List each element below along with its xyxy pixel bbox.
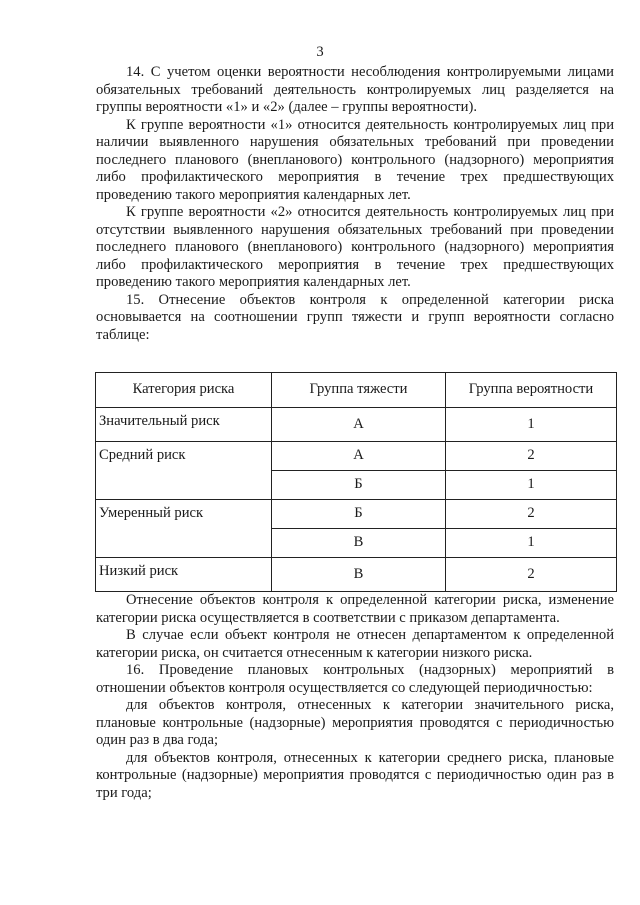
cell-category: Значительный риск [96,408,272,442]
header-risk-category: Категория риска [96,373,272,408]
paragraph-15: 15. Отнесение объектов контроля к определенной категории риска основывается на соотношении групп тяжести и групп вероятности согласно таблице: [96,291,614,343]
table-row [96,500,617,529]
paragraph-significant-risk-period: для объектов контроля, отнесенных к категории значительного риска, плановые контрольные (надзорные) мероприятия проводятся с периодичностью один раз в два года; [96,697,614,748]
cell-probability: 1 [446,408,617,442]
table-row [96,558,617,592]
cell-severity: А [272,408,446,442]
cell-severity: А [272,442,446,471]
cell-severity: Б [272,500,446,529]
cell-probability: 2 [446,558,617,592]
page-number: 3 [316,44,324,60]
cell-severity: Б [272,471,446,500]
paragraph-group-2: К группе вероятности «2» относится деятельность контролируемых лиц при отсутствии выявленного нарушения обязательных требований при проведении последнего планового (внепланового) контрольного (надзорного) мероприятия либо профилактического мероприятия в течение трех предшествующих проведению такого мероприятия календарных лет. [96,204,614,290]
cell-probability: 1 [446,529,617,558]
risk-category-table [95,372,617,592]
paragraph-default-low-risk: В случае если объект контроля не отнесен департаментом к определенной категории риска, он считается отнесенным к категории низкого риска. [96,627,614,661]
paragraph-medium-risk-period: для объектов контроля, отнесенных к категории среднего риска, плановые контрольные (надзорные) мероприятия проводятся с периодичностью один раз в три года; [96,749,614,801]
table-row [96,408,617,442]
cell-probability: 2 [446,442,617,471]
paragraph-16: 16. Проведение плановых контрольных (надзорных) мероприятий в отношении объектов контроля осуществляется со следующей периодичностью: [96,662,614,696]
cell-severity: В [272,558,446,592]
paragraph-category-assignment: Отнесение объектов контроля к определенной категории риска, изменение категории риска осуществляется в соответствии с приказом департамента. [96,592,614,626]
paragraph-14: 14. С учетом оценки вероятности несоблюдения контролируемыми лицами обязательных требований деятельность контролируемых лиц разделяется на группы вероятности «1» и «2» (далее – группы вероятности). [96,64,614,115]
cell-category: Умеренный риск [96,500,272,558]
cell-category: Низкий риск [96,558,272,592]
cell-probability: 2 [446,500,617,529]
section-top [96,64,614,344]
cell-probability: 1 [446,471,617,500]
paragraph-group-1: К группе вероятности «1» относится деятельность контролируемых лиц при наличии выявленного нарушения обязательных требований при проведении последнего планового (внепланового) контрольного (надзорного) мероприятия либо профилактического мероприятия в течение трех предшествующих проведению такого мероприятия календарных лет. [96,116,614,203]
cell-severity: В [272,529,446,558]
table-row [96,442,617,471]
cell-category: Средний риск [96,442,272,500]
header-probability-group: Группа вероятности [446,373,617,408]
table-header-row [96,373,617,408]
section-bottom [96,592,614,802]
header-severity-group: Группа тяжести [272,373,446,408]
